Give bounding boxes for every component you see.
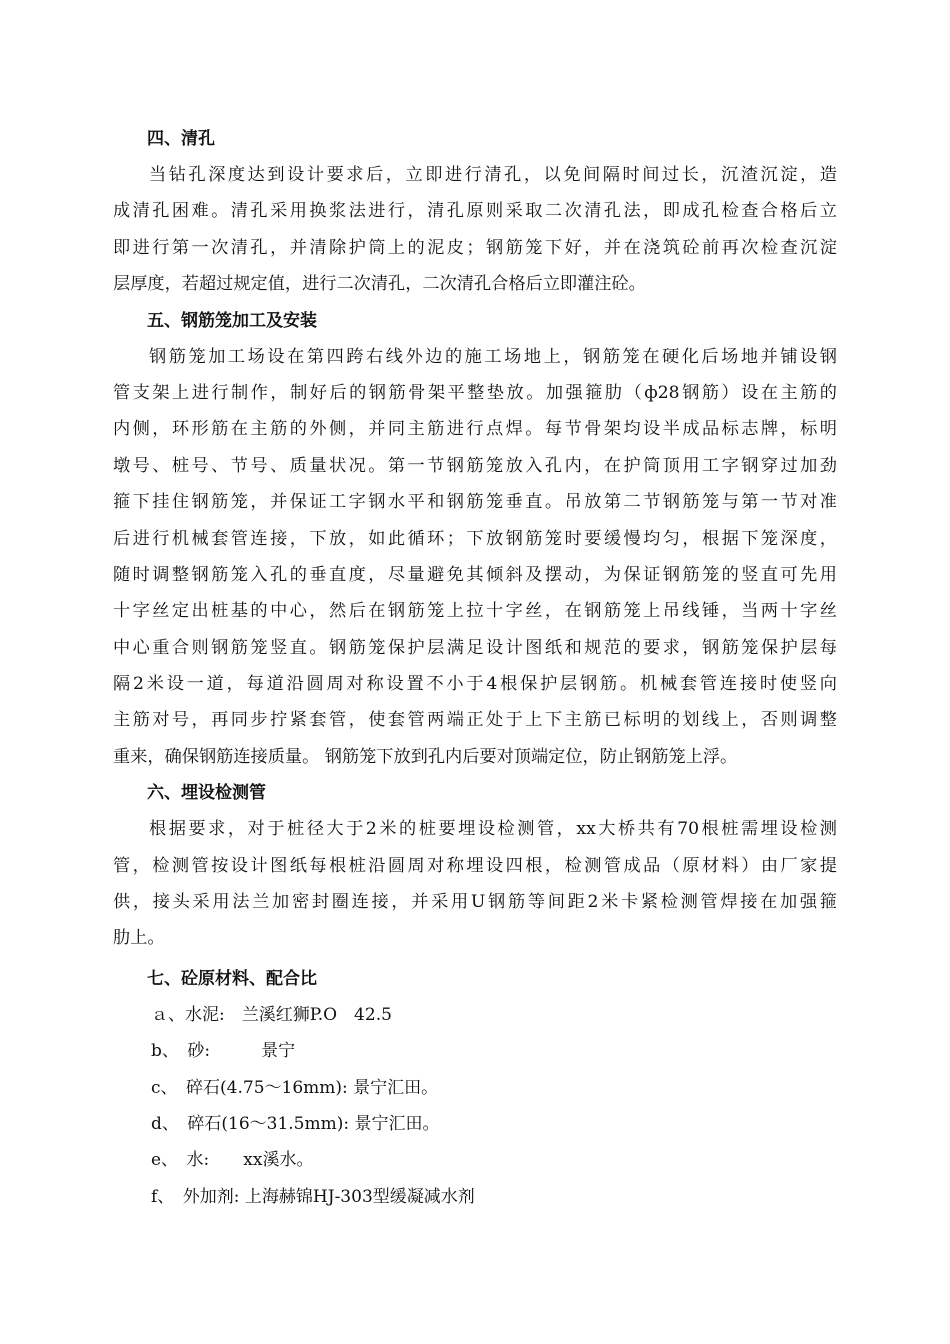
paragraph-line: 隔2米设一道，每道沿圆周对称设置不小于4根保护层钢筋。机械套管连接时使竖向 (113, 674, 837, 695)
material-item-gravel-small: c、 碎石(4.75～16mm): 景宁汇田。 (151, 1077, 439, 1098)
paragraph-line: 十字丝定出桩基的中心，然后在钢筋笼上拉十字丝，在钢筋笼上吊线锤，当两十字丝 (113, 601, 837, 622)
document-body (113, 121, 837, 1215)
paragraph-line: 供，接头采用法兰加密封圈连接，并采用U钢筋等间距2米卡紧检测管焊接在加强箍 (113, 892, 837, 913)
paragraph-line: 钢筋笼加工场设在第四跨右线外边的施工场地上，钢筋笼在硬化后场地并铺设钢 (149, 346, 837, 367)
materials-list (113, 997, 837, 1215)
section-heading-concrete-materials: 七、砼原材料、配合比 (147, 968, 317, 989)
section-heading-rebar-cage: 五、钢筋笼加工及安装 (147, 310, 317, 331)
section-paragraph-inspection-tube (113, 811, 837, 957)
paragraph-line: 内侧，环形筋在主筋的外侧，并同主筋进行点焊。每节骨架均设半成品标志牌，标明 (113, 419, 837, 440)
material-item-gravel-large: d、 碎石(16～31.5mm): 景宁汇田。 (151, 1113, 440, 1134)
paragraph-line: 成清孔困难。清孔采用换浆法进行，清孔原则采取二次清孔法，即成孔检查合格后立 (113, 201, 837, 222)
section-paragraph-rebar-cage (113, 339, 837, 776)
paragraph-line: 重来，确保钢筋连接质量。 钢筋笼下放到孔内后要对顶端定位，防止钢筋笼上浮。 (113, 746, 738, 767)
paragraph-line: 当钻孔深度达到设计要求后，立即进行清孔，以免间隔时间过长，沉渣沉淀，造 (149, 165, 837, 185)
paragraph-line: 箍下挂住钢筋笼，并保证工字钢水平和钢筋笼垂直。吊放第二节钢筋笼与第一节对准 (113, 492, 837, 513)
paragraph-line: 主筋对号，再同步拧紧套管，使套管两端正处于上下主筋已标明的划线上，否则调整 (113, 710, 837, 731)
paragraph-line: 墩号、桩号、节号、质量状况。第一节钢筋笼放入孔内，在护筒顶用工字钢穿过加劲 (113, 455, 837, 476)
paragraph-line: 根据要求，对于桩径大于2米的桩要埋设检测管，xx大桥共有70根桩需埋设检测 (149, 819, 837, 840)
paragraph-line: 中心重合则钢筋笼竖直。钢筋笼保护层满足设计图纸和规范的要求，钢筋笼保护层每 (113, 637, 837, 658)
section-paragraph-qingkong (113, 157, 837, 303)
paragraph-line: 后进行机械套管连接，下放，如此循环；下放钢筋笼时要缓慢均匀，根据下笼深度， (113, 528, 837, 549)
material-item-cement: ａ、水泥: 兰溪红狮P.O 42.5 (151, 1004, 392, 1025)
paragraph-line: 肋上。 (113, 928, 165, 949)
section-heading-qingkong: 四、清孔 (147, 129, 215, 149)
paragraph-line: 管，检测管按设计图纸每根桩沿圆周对称埋设四根，检测管成品（原材料）由厂家提 (113, 855, 837, 876)
paragraph-line: 管支架上进行制作，制好后的钢筋骨架平整垫放。加强箍肋（ф28钢筋）设在主筋的 (113, 382, 837, 403)
material-item-sand: b、 砂: 景宁 (151, 1041, 296, 1062)
material-item-water: e、 水: xx溪水。 (151, 1150, 314, 1171)
paragraph-line: 随时调整钢筋笼入孔的垂直度，尽量避免其倾斜及摆动，为保证钢筋笼的竖直可先用 (113, 564, 837, 585)
paragraph-line: 即进行第一次清孔，并清除护筒上的泥皮；钢筋笼下好，并在浇筑砼前再次检查沉淀 (113, 237, 837, 258)
paragraph-line: 层厚度，若超过规定值，进行二次清孔，二次清孔合格后立即灌注砼。 (113, 274, 646, 295)
material-item-admixture: f、 外加剂: 上海赫锦HJ-303型缓凝减水剂 (151, 1186, 475, 1207)
section-heading-inspection-tube: 六、埋设检测管 (147, 783, 266, 804)
